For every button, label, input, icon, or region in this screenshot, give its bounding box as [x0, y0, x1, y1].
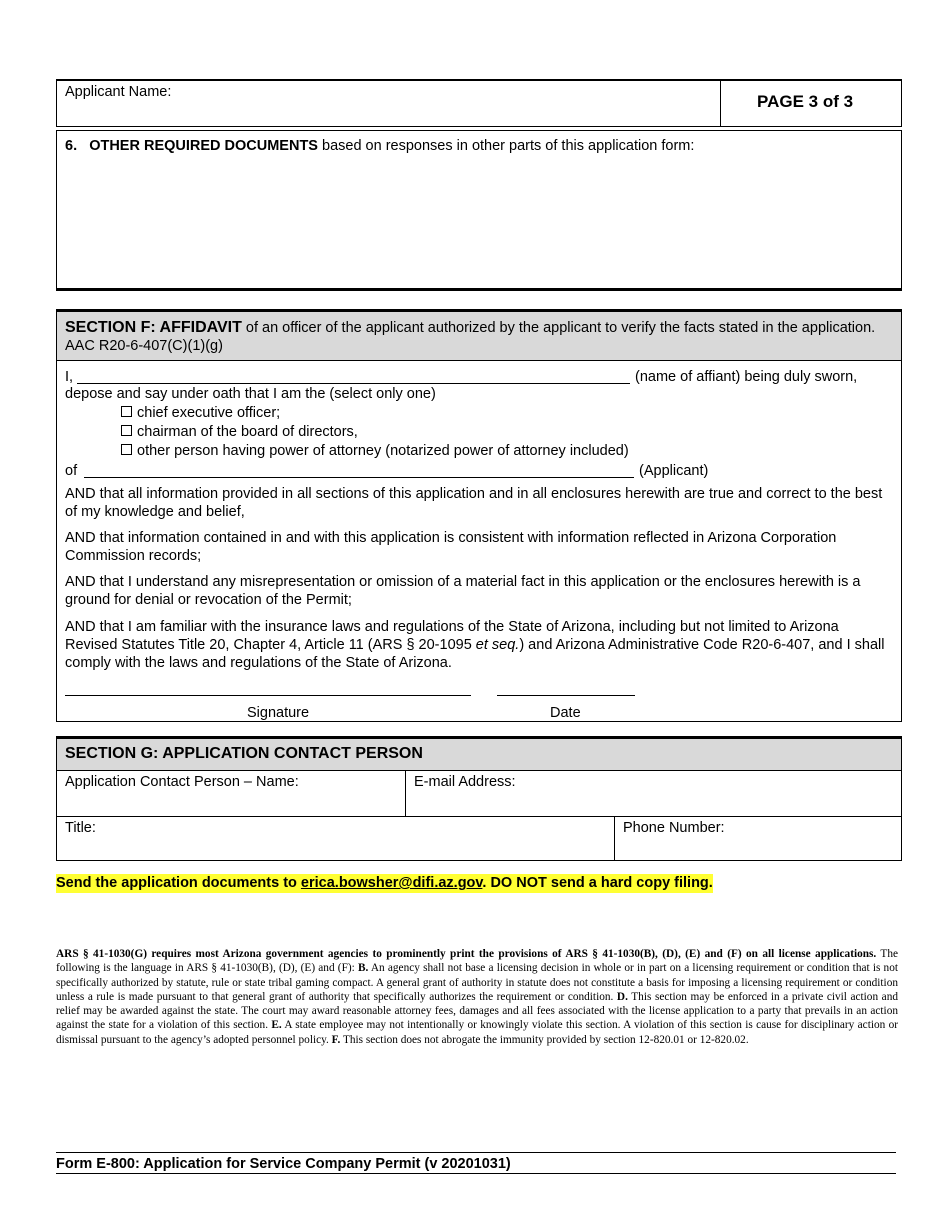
contact-name-field[interactable]: Application Contact Person – Name:	[65, 774, 299, 790]
header-divider	[720, 81, 721, 126]
send-suffix: . DO NOT send a hard copy filing.	[482, 875, 713, 891]
form-identifier: Form E-800: Application for Service Company Permit (v 20201031)	[56, 1156, 511, 1172]
legal-e-label: E.	[271, 1019, 282, 1032]
section-6-number: 6.	[65, 138, 78, 154]
section-f-affidavit	[56, 309, 902, 722]
legal-d-label: D.	[616, 990, 628, 1003]
applicant-suffix: (Applicant)	[639, 463, 709, 479]
checkbox-icon[interactable]	[121, 444, 132, 455]
send-prefix: Send the application documents to	[56, 875, 301, 891]
legal-b-text: An agency shall not base a licensing decision in whole or in part on a licensing requirement or condition that is not specifically authorized by statute, rule or state tribal gaming compact. A general grant of authority in statute does not constitute a basis for imposing a licensing requirement or condition unless a rule is made pursuant to that general grant of authority that specifically authorizes the requirement or condition.	[56, 962, 898, 1003]
section-f-heading	[65, 319, 885, 355]
send-instructions	[56, 874, 713, 893]
date-label: Date	[550, 705, 581, 721]
section-6-heading	[65, 137, 694, 155]
section-g-title: SECTION G: APPLICATION CONTACT PERSON	[65, 745, 423, 762]
legal-notice	[56, 947, 898, 1047]
legal-f-text: This section does not abrogate the immunity provided by section 12-820.01 or 12-820.02.	[340, 1033, 749, 1046]
option-ceo[interactable]	[121, 404, 280, 422]
row-divider	[57, 816, 901, 817]
section-f-header	[57, 312, 901, 361]
checkbox-icon[interactable]	[121, 425, 132, 436]
paragraph-4-em: et seq.	[475, 637, 520, 653]
section-f-title: SECTION F: AFFIDAVIT	[65, 319, 242, 336]
applicant-name-line[interactable]	[84, 477, 634, 478]
option-chairman-label: chairman of the board of directors,	[137, 424, 358, 440]
signature-line[interactable]	[65, 695, 471, 696]
option-chairman[interactable]	[121, 423, 358, 441]
section-g-contact	[56, 736, 902, 861]
section-6-title: OTHER REQUIRED DOCUMENTS	[89, 138, 318, 154]
applicant-name-label: Applicant Name:	[65, 84, 172, 100]
email-field[interactable]: E-mail Address:	[414, 774, 516, 790]
page-number: PAGE 3 of 3	[757, 92, 854, 111]
legal-d-text: This section may be enforced in a private civil action and relief may be awarded against the state. The court may award reasonable attorney fees, damages and all fees associated with the license application to a party that prevails in an action against the state for a violation of this section.	[56, 990, 898, 1032]
checkbox-icon[interactable]	[121, 406, 132, 417]
affidavit-paragraph-2: AND that information contained in and with this application is consistent with information reflected in Arizona Corporation Commission records;	[65, 530, 837, 564]
title-field[interactable]: Title:	[65, 820, 96, 836]
option-ceo-label: chief executive officer;	[137, 405, 281, 421]
option-poa-label: other person having power of attorney (notarized power of attorney included)	[137, 443, 629, 459]
section-f-subtitle: of an officer of the applicant authorized by the applicant to verify the facts stated in the application. AAC R20-6-407(C)(1)(g)	[65, 320, 876, 354]
section-6-box	[56, 130, 902, 291]
header-box	[56, 79, 902, 127]
affidavit-paragraph-3: AND that I understand any misrepresentation or omission of a material fact in this application or the enclosures herewith is a ground for denial or revocation of the Permit;	[65, 574, 861, 608]
affidavit-paragraph-4	[65, 618, 895, 672]
depose-line: depose and say under oath that I am the (select only one)	[65, 386, 436, 402]
section-6-text: based on responses in other parts of this application form:	[317, 138, 695, 154]
affiant-name-line[interactable]	[77, 383, 630, 384]
date-line[interactable]	[497, 695, 635, 696]
phone-field[interactable]: Phone Number:	[623, 820, 725, 836]
option-poa[interactable]	[121, 442, 629, 460]
footer	[56, 1152, 896, 1174]
legal-f-label: F.	[331, 1033, 341, 1046]
affiant-suffix: (name of affiant) being duly sworn,	[635, 369, 858, 385]
legal-e-text: A state employee may not intentionally or knowingly violate this section. A violation of this section is cause for disciplinary action or dismissal pursuant to the agency’s adopted personnel policy.	[56, 1019, 899, 1046]
legal-intro: ARS § 41-1030(G) requires most Arizona government agencies to prominently print the provisions of ARS § 41-1030(B), (D), (E) and (F) on all license applications.	[56, 948, 877, 960]
email-link[interactable]: erica.bowsher@difi.az.gov	[300, 875, 483, 891]
paragraph-4-part-a: AND that I am familiar with the insurance laws and regulations of the State of Arizona, including but not limited to Arizona Revised Statutes Title 20, Chapter 4, Article 11 (ARS § 20-1095	[65, 619, 839, 653]
legal-text-1: The following is the language in ARS § 41-1030(B), (D), (E) and (F):	[56, 948, 898, 975]
of-prefix: of	[65, 463, 78, 479]
paragraph-4-part-b: ) and Arizona Administrative Code R20-6-407, and I shall comply with the laws and regulations of the State of Arizona.	[65, 637, 885, 671]
row2-divider	[614, 816, 615, 861]
affiant-prefix: I,	[65, 369, 74, 385]
signature-label: Signature	[247, 705, 310, 721]
affidavit-paragraph-1: AND that all information provided in all sections of this application and in all enclosures herewith are true and correct to the best of my knowledge and belief,	[65, 486, 883, 520]
row1-divider	[405, 771, 406, 816]
legal-b-label: B.	[357, 962, 369, 975]
section-g-header	[57, 739, 901, 771]
